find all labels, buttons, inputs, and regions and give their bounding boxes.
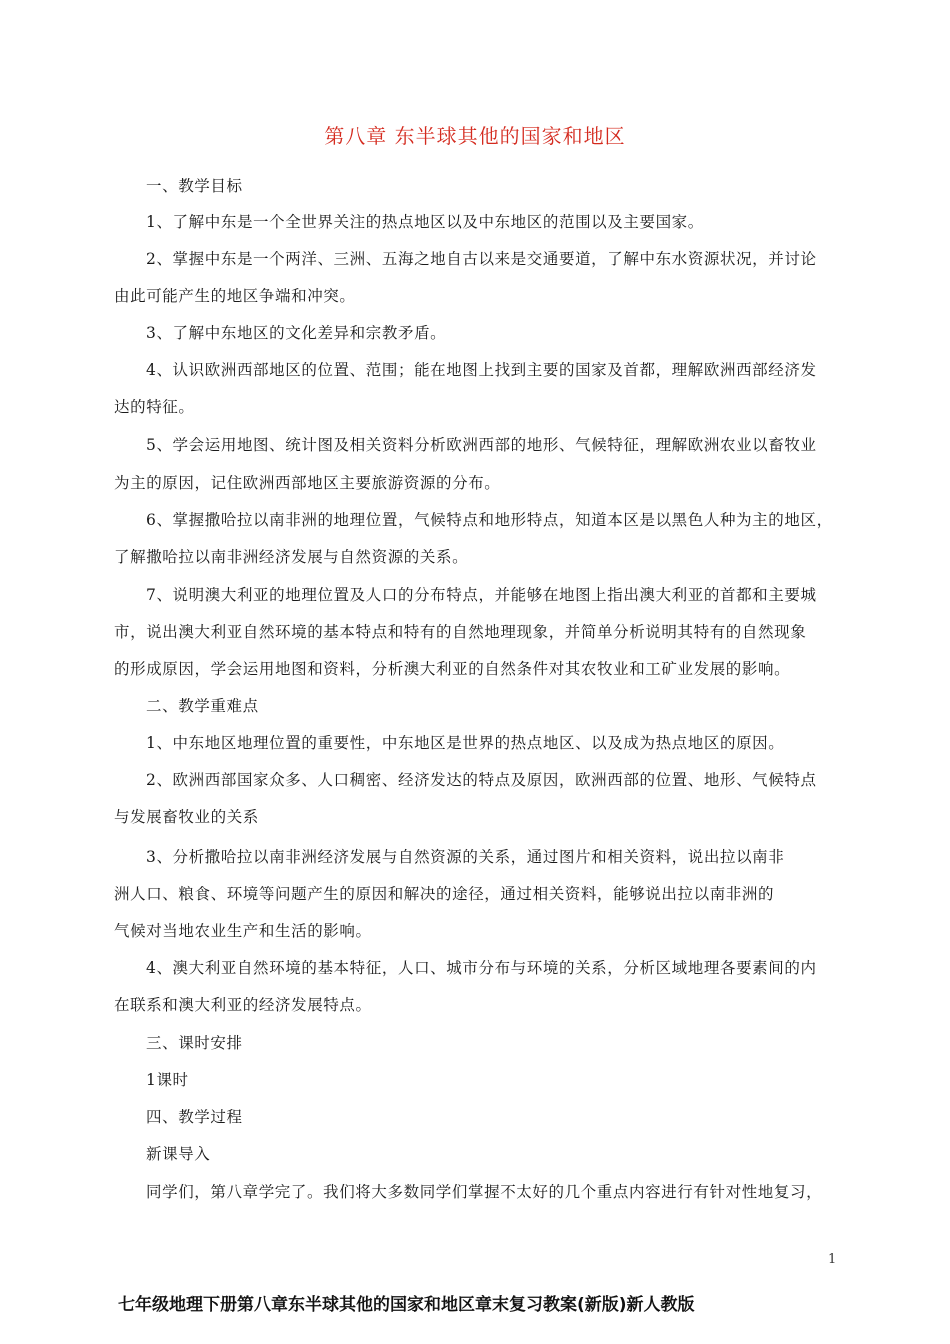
body-line: 与发展畜牧业的关系 bbox=[114, 808, 259, 826]
body-line: 在联系和澳大利亚的经济发展特点。 bbox=[114, 996, 372, 1014]
body-line: 同学们，第八章学完了。我们将大多数同学们掌握不太好的几个重点内容进行有针对性地复习， bbox=[146, 1183, 823, 1201]
body-line: 3、了解中东地区的文化差异和宗教矛盾。 bbox=[146, 324, 447, 342]
footer-caption: 七年级地理下册第八章东半球其他的国家和地区章末复习教案(新版)新人教版 bbox=[118, 1295, 695, 1315]
body-line: 达的特征。 bbox=[114, 398, 195, 416]
page-number: 1 bbox=[828, 1252, 837, 1267]
body-line: 新课导入 bbox=[146, 1145, 211, 1163]
section-heading: 二、教学重难点 bbox=[146, 697, 259, 715]
body-line: 7、说明澳大利亚的地理位置及人口的分布特点，并能够在地图上指出澳大利亚的首都和主要城 bbox=[146, 586, 817, 604]
body-line: 的形成原因，学会运用地图和资料，分析澳大利亚的自然条件对其农牧业和工矿业发展的影响。 bbox=[114, 660, 791, 678]
body-line: 一、教学目标 bbox=[146, 177, 243, 195]
body-line: 为主的原因，记住欧洲西部地区主要旅游资源的分布。 bbox=[114, 474, 501, 492]
body-line: 2、掌握中东是一个两洋、三洲、五海之地自古以来是交通要道，了解中东水资源状况，并讨论 bbox=[146, 250, 817, 268]
body-line: 气候对当地农业生产和生活的影响。 bbox=[114, 922, 372, 940]
body-line: 6、掌握撒哈拉以南非洲的地理位置，气候特点和地形特点，知道本区是以黑色人种为主的地区， bbox=[146, 511, 833, 529]
body-line: 2、欧洲西部国家众多、人口稠密、经济发达的特点及原因，欧洲西部的位置、地形、气候特点 bbox=[146, 771, 817, 789]
page-title: 第八章 东半球其他的国家和地区 bbox=[324, 124, 626, 148]
body-line: 市，说出澳大利亚自然环境的基本特点和特有的自然地理现象，并简单分析说明其特有的自然现象 bbox=[114, 623, 807, 641]
section-heading: 三、课时安排 bbox=[146, 1034, 243, 1052]
body-line: 4、澳大利亚自然环境的基本特征，人口、城市分布与环境的关系，分析区域地理各要素间的内 bbox=[146, 959, 817, 977]
body-line: 3、分析撒哈拉以南非洲经济发展与自然资源的关系，通过图片和相关资料，说出拉以南非 bbox=[146, 848, 785, 866]
body-line: 由此可能产生的地区争端和冲突。 bbox=[114, 287, 356, 305]
body-line: 洲人口、粮食、环境等问题产生的原因和解决的途径，通过相关资料，能够说出拉以南非洲的 bbox=[114, 885, 775, 903]
body-line: 1、了解中东是一个全世界关注的热点地区以及中东地区的范围以及主要国家。 bbox=[146, 213, 704, 231]
body-line: 1、中东地区地理位置的重要性，中东地区是世界的热点地区、以及成为热点地区的原因。 bbox=[146, 734, 785, 752]
body-line: 5、学会运用地图、统计图及相关资料分析欧洲西部的地形、气候特征，理解欧洲农业以畜牧业 bbox=[146, 436, 817, 454]
body-line: 1课时 bbox=[146, 1071, 189, 1089]
section-heading: 四、教学过程 bbox=[146, 1108, 243, 1126]
body-line: 4、认识欧洲西部地区的位置、范围；能在地图上找到主要的国家及首都，理解欧洲西部经济发 bbox=[146, 361, 817, 379]
body-line: 了解撒哈拉以南非洲经济发展与自然资源的关系。 bbox=[114, 548, 469, 566]
